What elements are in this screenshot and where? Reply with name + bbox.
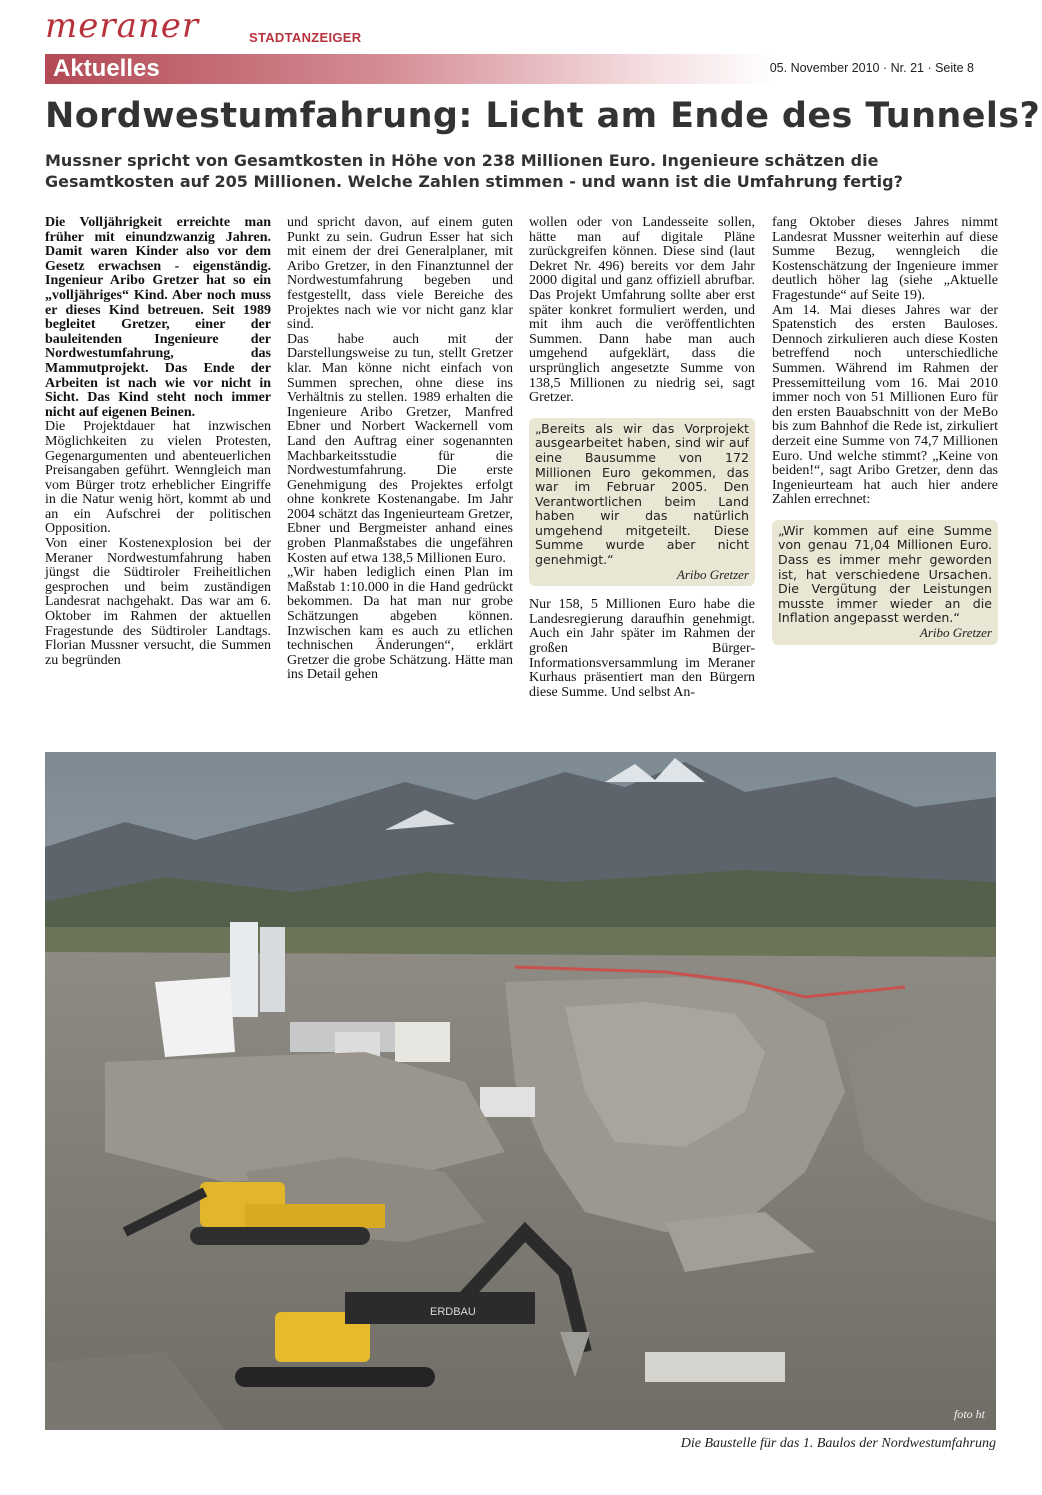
article-column-4 xyxy=(772,216,998,657)
body-paragraph: Das habe auch mit der Darstellungsweise zu tun, stellt Gretzer klar. Man könne nicht einfach von Summen sprechen, ohne diese ins Verhältnis zu stellen. 1989 erhalten die Ingenieure Aribo Gretzer, Manfred Ebner und Norbert Wackernell vom Land den Auftrag einer sogenannten Machbarkeitsstudie für die Nordwestumfahrung. Die erste Genehmigung des Projektes erfolgt ohne konkrete Kostenangabe. Im Jahr 2004 schätzt das Ingenieurteam Gretzer, Ebner und Bergmeister anhand eines groben Planmaßstabes die ungefähren Kosten auf etwa 138,5 Millionen Euro. xyxy=(287,331,513,566)
truck-label: ERDBAU xyxy=(430,1306,476,1318)
masthead-subtitle: STADTANZEIGER xyxy=(249,30,362,45)
dateline: 05. November 2010 · Nr. 21 · Seite 8 xyxy=(769,61,974,75)
subheadline: Mussner spricht von Gesamtkosten in Höhe von 238 Millionen Euro. Ingenieure schätzen die Gesamtkosten auf 205 Millionen. Welche Zahlen stimmen - und wann ist die Umfahrung fertig? xyxy=(45,151,903,191)
body-paragraph: wollen oder von Landesseite sollen, hätte man auf digitale Pläne zurückgreifen können. Diese sind (laut Dekret Nr. 496) bereits vor dem Jahr 2000 digital und ganz offiziell abrufbar. Das Projekt Umfahrung sollte aber erst später konkret formuliert werden, und mit ihm auch die veröffentlichten Summen. Dann habe man auch umgehend aufgeklärt, dass die ursprünglich angesetzte Summe von 138,5 Millionen zu niedrig sei, sagt Gretzer. xyxy=(529,215,755,406)
body-paragraph: „Wir haben lediglich einen Plan im Maßstab 1:10.000 in die Hand gedrückt bekommen. Da hat man nur grobe Schätzungen abgeben können. Inzwischen kam es auch zu etlichen technischen Änderungen“, erklärt Gretzer die grobe Schätzung. Hätte man ins Detail gehen xyxy=(287,565,513,683)
body-paragraph: und spricht davon, auf einem guten Punkt zu sein. Gudrun Esser hat sich mit einem der drei Generalplaner, mit Aribo Gretzer, in den Finanztunnel der Nordwestumfahrung begeben und festgestellt, dass viele Bereiche des Projektes nach wie vor nicht ganz klar sind. xyxy=(287,215,513,333)
photo-illustration xyxy=(45,752,996,1430)
pull-quote xyxy=(529,418,755,587)
section-label: Aktuelles xyxy=(53,55,160,82)
body-paragraph: Am 14. Mai dieses Jahres war der Spatenstich des ersten Bauloses. Dennoch zirkulieren auch diese Kosten betreffend noch unterschiedliche Summen. Während im Rahmen der Pressemitteilung vom 16. Mai 2010 immer noch von 51 Millionen Euro für den ersten Bauabschnitt von der MeBo bis zum Bahnhof die Rede ist, zirkuliert derzeit eine Summe von 74,7 Millionen Euro. Und welche stimmt? „Keine von beiden!“, sagt Aribo Gretzer, denn das Ingenieurteam hat auch hier andere Zahlen errechnet: xyxy=(772,302,998,508)
article-column-2 xyxy=(287,216,513,683)
photo-credit: foto ht xyxy=(953,1407,985,1421)
masthead-logo: meraner xyxy=(45,6,200,46)
body-paragraph: fang Oktober dieses Jahres nimmt Landesrat Mussner weiterhin auf diese Summe Bezug, wenngleich die Kostenschätzung der Ingenieure immer deutlich höher lag (siehe „Aktuelle Fragestunde“ auf Seite 19). xyxy=(772,215,998,303)
lead-paragraph: Die Volljährigkeit erreichte man früher mit einundzwanzig Jahren. Damit waren Kinder also vor dem Gesetz erwachsen - eigenständig. Ingenieur Aribo Gretzer hat so ein „volljähriges“ Kind. Aber noch muss er dieses Kind betreuen. Seit 1989 begleitet Gretzer, einer der bauleitenden Ingenieure der Nordwestumfahrung, das Mammutprojekt. Das Ende der Arbeiten ist nach wie vor nicht in Sicht. Das Kind steht noch immer nicht auf eigenen Beinen. xyxy=(45,215,271,420)
construction-site-photo xyxy=(45,752,996,1430)
quote-author: Aribo Gretzer xyxy=(676,566,749,582)
section-banner xyxy=(45,54,775,84)
quote-text: „Bereits als wir das Vorprojekt ausgearbeitet haben, sind wir auf eine Bausumme von 172 Millionen Euro gekommen, das war im Februar 2005. Den Verantwortlichen beim Land haben wir das natürlich umgehend mitgeteilt. Diese Summe wurde aber nicht genehmigt.“ xyxy=(535,420,749,568)
headline: Nordwestumfahrung: Licht am Ende des Tunnels? xyxy=(45,96,1041,136)
quote-text: „Wir kommen auf eine Summe von genau 71,04 Millionen Euro. Dass es immer mehr geworden ist, hat verschiedene Ursachen. Die Vergütung der Leistungen musste immer wieder an die Inflation angepasst werden.“ xyxy=(778,522,992,626)
photo-caption: Die Baustelle für das 1. Baulos der Nordwestumfahrung xyxy=(680,1436,996,1451)
article-column-1 xyxy=(45,216,271,668)
body-paragraph: Die Projektdauer hat inzwischen Möglichkeiten zu vielen Protesten, Gegenargumenten und abenteuerlichen Preisangaben geführt. Wenngleich man vom Bürger trotz erheblicher Eingriffe in die Natur wenig hört, kommt ab und an ein Aufschrei der politischen Opposition. xyxy=(45,419,271,537)
body-paragraph: Nur 158, 5 Millionen Euro habe die Landesregierung daraufhin genehmigt. Auch ein Jahr später im Rahmen der großen Bürger-Informationsversammlung im Meraner Kurhaus präsentiert man den Bürgern diese Summe. Und selbst An- xyxy=(529,597,755,700)
body-paragraph: Von einer Kostenexplosion bei der Meraner Nordwestumfahrung haben jüngst die Südtiroler Freiheitlichen gesprochen und beim zuständigen Landesrat nachgehakt. Das war am 6. Oktober im Rahmen der aktuellen Fragestunde des Südtiroler Landtags. Florian Mussner versucht, die Summen zu begründen xyxy=(45,536,271,668)
article-column-3 xyxy=(529,216,755,700)
pull-quote xyxy=(772,520,998,645)
quote-author: Aribo Gretzer xyxy=(919,625,992,641)
